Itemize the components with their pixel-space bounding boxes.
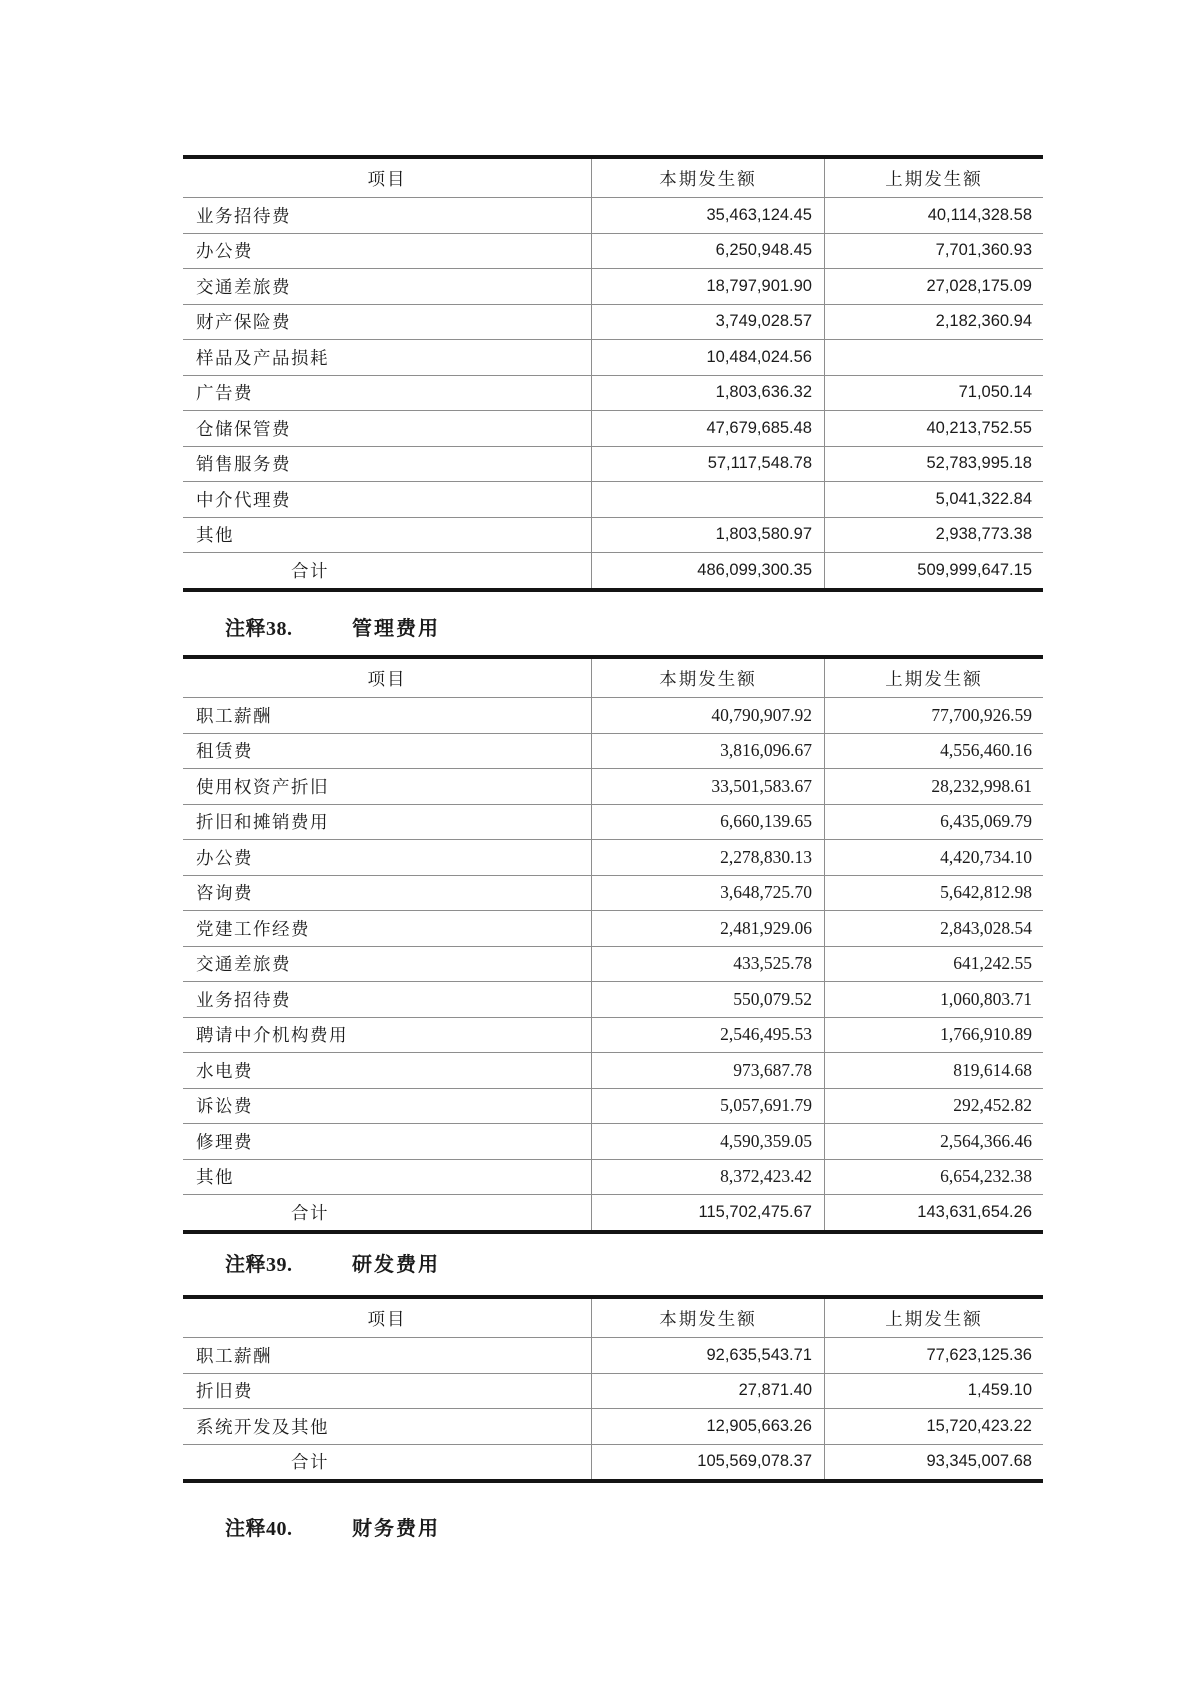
item-label: 其他 xyxy=(196,1167,234,1188)
table-row xyxy=(183,839,1043,875)
item-label: 交通差旅费 xyxy=(196,276,291,297)
table-row xyxy=(183,733,1043,769)
item-label: 办公费 xyxy=(196,241,253,262)
col-header-item: 项目 xyxy=(367,668,407,689)
item-label: 水电费 xyxy=(196,1060,253,1081)
table-row xyxy=(183,910,1043,946)
item-label: 中介代理费 xyxy=(196,489,291,510)
table-row xyxy=(183,1159,1043,1195)
prior-period-amount: 6,435,069.79 xyxy=(940,811,1032,832)
table-row xyxy=(183,304,1043,340)
current-period-amount xyxy=(591,482,825,517)
table-row xyxy=(183,875,1043,911)
item-label: 折旧费 xyxy=(196,1381,253,1402)
item-label: 折旧和摊销费用 xyxy=(196,812,329,833)
total-prior-period-amount: 509,999,647.15 xyxy=(917,560,1032,579)
col-header-item: 项目 xyxy=(367,168,407,189)
current-period-amount: 10,484,024.56 xyxy=(591,340,825,375)
col-header-current-period: 本期发生额 xyxy=(591,659,825,697)
col-header-prior-period: 上期发生额 xyxy=(885,668,983,689)
total-current-period-amount: 486,099,300.35 xyxy=(591,553,825,588)
admin-expense-table xyxy=(183,655,1043,1234)
current-period-amount: 1,803,580.97 xyxy=(591,518,825,553)
item-label: 样品及产品损耗 xyxy=(196,347,329,368)
current-period-amount: 1,803,636.32 xyxy=(591,376,825,411)
prior-period-amount: 2,564,366.46 xyxy=(940,1130,1032,1151)
item-label: 其他 xyxy=(196,525,234,546)
item-label: 交通差旅费 xyxy=(196,954,291,975)
total-prior-period-amount: 93,345,007.68 xyxy=(926,1452,1032,1471)
prior-period-amount: 292,452.82 xyxy=(953,1095,1032,1116)
total-row xyxy=(183,552,1043,588)
item-label: 诉讼费 xyxy=(196,1096,253,1117)
table-row xyxy=(183,339,1043,375)
item-label: 销售服务费 xyxy=(196,454,291,475)
prior-period-amount: 641,242.55 xyxy=(953,953,1032,974)
total-label: 合计 xyxy=(291,560,329,581)
current-period-amount: 2,481,929.06 xyxy=(591,911,825,946)
current-period-amount: 6,250,948.45 xyxy=(591,234,825,269)
total-row xyxy=(183,1194,1043,1230)
prior-period-amount: 5,642,812.98 xyxy=(940,882,1032,903)
item-label: 聘请中介机构费用 xyxy=(196,1025,348,1046)
note-38-title: 管理费用 xyxy=(352,618,440,640)
current-period-amount: 2,278,830.13 xyxy=(591,840,825,875)
total-label: 合计 xyxy=(291,1202,329,1223)
table-row xyxy=(183,946,1043,982)
note-39-title: 研发费用 xyxy=(352,1254,440,1276)
current-period-amount: 8,372,423.42 xyxy=(591,1160,825,1195)
prior-period-amount: 1,459.10 xyxy=(967,1381,1032,1400)
prior-period-amount: 7,701,360.93 xyxy=(935,241,1032,260)
note-38-heading xyxy=(0,612,1200,638)
current-period-amount: 3,648,725.70 xyxy=(591,876,825,911)
item-label: 广告费 xyxy=(196,383,253,404)
table-row xyxy=(183,197,1043,233)
current-period-amount: 4,590,359.05 xyxy=(591,1124,825,1159)
note-40-title: 财务费用 xyxy=(352,1518,440,1540)
item-label: 仓储保管费 xyxy=(196,418,291,439)
prior-period-amount: 77,623,125.36 xyxy=(926,1345,1032,1364)
note-39-heading xyxy=(0,1248,1200,1274)
table-row xyxy=(183,697,1043,733)
table-row xyxy=(183,375,1043,411)
prior-period-amount: 819,614.68 xyxy=(953,1059,1032,1080)
table-row xyxy=(183,1123,1043,1159)
prior-period-amount: 6,654,232.38 xyxy=(940,1166,1032,1187)
current-period-amount: 18,797,901.90 xyxy=(591,269,825,304)
current-period-amount: 27,871.40 xyxy=(591,1374,825,1409)
prior-period-amount: 1,060,803.71 xyxy=(940,988,1032,1009)
current-period-amount: 40,790,907.92 xyxy=(591,698,825,733)
current-period-amount: 3,749,028.57 xyxy=(591,305,825,340)
item-label: 职工薪酬 xyxy=(196,705,272,726)
table-row xyxy=(183,804,1043,840)
current-period-amount: 2,546,495.53 xyxy=(591,1018,825,1053)
col-header-current-period: 本期发生额 xyxy=(591,159,825,197)
item-label: 职工薪酬 xyxy=(196,1345,272,1366)
total-current-period-amount: 105,569,078.37 xyxy=(591,1445,825,1480)
table-row xyxy=(183,446,1043,482)
note-40-number: 注释40. xyxy=(225,1518,293,1540)
col-header-prior-period: 上期发生额 xyxy=(885,1308,983,1329)
current-period-amount: 92,635,543.71 xyxy=(591,1338,825,1373)
table-row xyxy=(183,981,1043,1017)
table-row xyxy=(183,268,1043,304)
current-period-amount: 3,816,096.67 xyxy=(591,734,825,769)
prior-period-amount: 52,783,995.18 xyxy=(926,454,1032,473)
prior-period-amount: 40,213,752.55 xyxy=(926,418,1032,437)
prior-period-amount: 1,766,910.89 xyxy=(940,1024,1032,1045)
table-row xyxy=(183,1088,1043,1124)
table-row xyxy=(183,1052,1043,1088)
table-row xyxy=(183,768,1043,804)
selling-expense-table-continuation xyxy=(183,155,1043,592)
prior-period-amount: 2,182,360.94 xyxy=(935,312,1032,331)
prior-period-amount: 71,050.14 xyxy=(958,383,1032,402)
col-header-prior-period: 上期发生额 xyxy=(885,168,983,189)
note-38-number: 注释38. xyxy=(225,618,293,640)
item-label: 财产保险费 xyxy=(196,312,291,333)
current-period-amount: 550,079.52 xyxy=(591,982,825,1017)
prior-period-amount: 27,028,175.09 xyxy=(926,276,1032,295)
item-label: 使用权资产折旧 xyxy=(196,776,329,797)
table-row xyxy=(183,233,1043,269)
table-row xyxy=(183,481,1043,517)
item-label: 业务招待费 xyxy=(196,989,291,1010)
total-label: 合计 xyxy=(291,1452,329,1473)
item-label: 咨询费 xyxy=(196,883,253,904)
item-label: 办公费 xyxy=(196,847,253,868)
current-period-amount: 33,501,583.67 xyxy=(591,769,825,804)
item-label: 业务招待费 xyxy=(196,205,291,226)
prior-period-amount: 2,843,028.54 xyxy=(940,917,1032,938)
item-label: 租赁费 xyxy=(196,741,253,762)
item-label: 党建工作经费 xyxy=(196,918,310,939)
prior-period-amount: 40,114,328.58 xyxy=(927,205,1032,224)
prior-period-amount: 77,700,926.59 xyxy=(931,704,1032,725)
table-row xyxy=(183,517,1043,553)
table-row xyxy=(183,1408,1043,1444)
prior-period-amount: 28,232,998.61 xyxy=(931,775,1032,796)
table-header-row xyxy=(183,1299,1043,1337)
current-period-amount: 973,687.78 xyxy=(591,1053,825,1088)
prior-period-amount: 4,556,460.16 xyxy=(940,740,1032,761)
col-header-current-period: 本期发生额 xyxy=(591,1299,825,1337)
item-label: 修理费 xyxy=(196,1131,253,1152)
current-period-amount: 12,905,663.26 xyxy=(591,1409,825,1444)
current-period-amount: 47,679,685.48 xyxy=(591,411,825,446)
note-39-number: 注释39. xyxy=(225,1254,293,1276)
current-period-amount: 6,660,139.65 xyxy=(591,805,825,840)
prior-period-amount: 2,938,773.38 xyxy=(935,525,1032,544)
prior-period-amount: 15,720,423.22 xyxy=(926,1416,1032,1435)
item-label: 系统开发及其他 xyxy=(196,1416,329,1437)
prior-period-amount: 4,420,734.10 xyxy=(940,846,1032,867)
current-period-amount: 57,117,548.78 xyxy=(591,447,825,482)
prior-period-amount: 5,041,322.84 xyxy=(935,489,1032,508)
total-row xyxy=(183,1444,1043,1480)
current-period-amount: 433,525.78 xyxy=(591,947,825,982)
note-40-heading xyxy=(0,1512,1200,1538)
table-header-row xyxy=(183,659,1043,697)
table-header-row xyxy=(183,159,1043,197)
current-period-amount: 5,057,691.79 xyxy=(591,1089,825,1124)
table-row xyxy=(183,1373,1043,1409)
table-row xyxy=(183,1017,1043,1053)
col-header-item: 项目 xyxy=(367,1308,407,1329)
prior-period-amount xyxy=(825,340,1043,375)
table-row xyxy=(183,410,1043,446)
current-period-amount: 35,463,124.45 xyxy=(591,198,825,233)
table-row xyxy=(183,1337,1043,1373)
rnd-expense-table xyxy=(183,1295,1043,1483)
total-prior-period-amount: 143,631,654.26 xyxy=(917,1202,1032,1221)
total-current-period-amount: 115,702,475.67 xyxy=(591,1195,825,1230)
